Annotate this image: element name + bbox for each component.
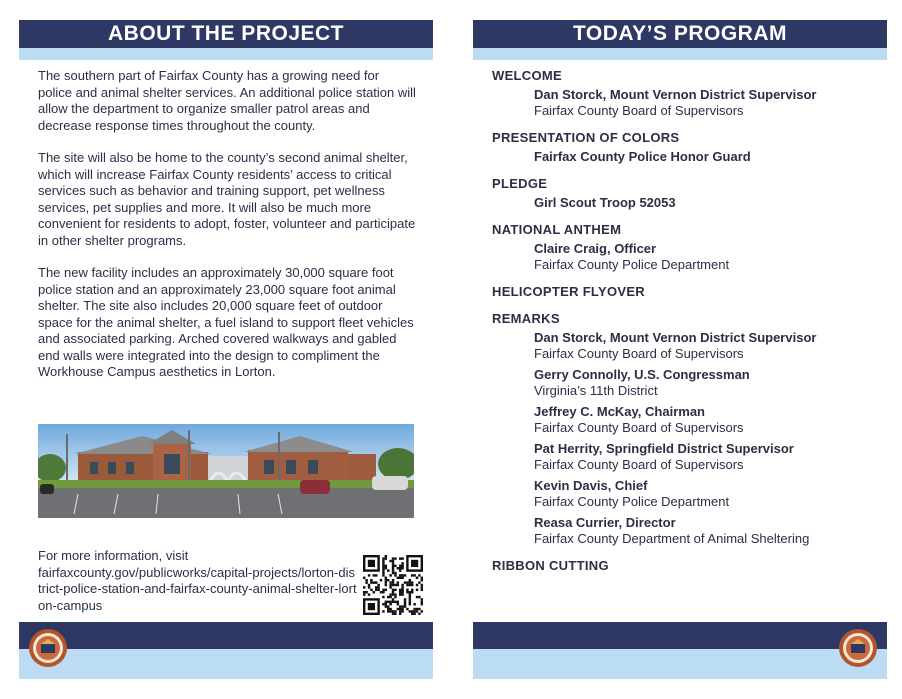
footer-light-band <box>473 649 887 679</box>
program-section-title: PLEDGE <box>492 176 548 191</box>
program-section-title: RIBBON CUTTING <box>492 558 609 573</box>
county-seal-icon <box>838 628 878 668</box>
program-entry <box>534 241 882 273</box>
footer-dark-band <box>473 622 887 649</box>
program-section-title: NATIONAL ANTHEM <box>492 222 622 237</box>
program-section <box>492 310 882 547</box>
program-section <box>492 175 882 211</box>
speaker-organization: Fairfax County Police Department <box>534 494 730 509</box>
footer-light-band <box>19 649 433 679</box>
program-section-title: REMARKS <box>492 311 560 326</box>
more-info-link[interactable]: fairfaxcounty.gov/publicworks/capital-projects/lorton-district-police-station-and-fairfax-county-animal-shelter-lorton-campus <box>38 564 357 613</box>
speaker-name: Fairfax County Police Honor Guard <box>534 149 751 164</box>
program-section <box>492 129 882 165</box>
qr-code[interactable] <box>363 555 423 615</box>
facility-photo-illustration <box>38 424 414 518</box>
county-seal-icon <box>28 628 68 668</box>
program-entry <box>534 367 882 399</box>
program-entry <box>534 149 882 165</box>
program-entry <box>534 441 882 473</box>
program-entry <box>534 478 882 510</box>
speaker-name: Dan Storck, Mount Vernon District Supervisor <box>534 87 817 102</box>
speaker-name: Gerry Connolly, U.S. Congressman <box>534 367 750 382</box>
program-section-title: HELICOPTER FLYOVER <box>492 284 645 299</box>
speaker-name: Reasa Currier, Director <box>534 515 676 530</box>
about-text <box>38 68 416 397</box>
speaker-organization: Fairfax County Board of Supervisors <box>534 103 744 118</box>
speaker-organization: Fairfax County Police Department <box>534 257 730 272</box>
program-entry <box>534 404 882 436</box>
speaker-organization: Fairfax County Board of Supervisors <box>534 457 744 472</box>
program-entry <box>534 330 882 362</box>
about-project-panel <box>19 20 433 679</box>
speaker-name: Pat Herrity, Springfield District Supervisor <box>534 441 794 456</box>
speaker-organization: Fairfax County Department of Animal Sheltering <box>534 531 810 546</box>
more-info <box>38 548 358 614</box>
speaker-name: Dan Storck, Mount Vernon District Supervisor <box>534 330 817 345</box>
facility-photo <box>38 424 414 518</box>
program-section <box>492 67 882 119</box>
program-list <box>492 67 882 584</box>
speaker-organization: Fairfax County Board of Supervisors <box>534 420 744 435</box>
program-section <box>492 221 882 273</box>
about-paragraph-1: The southern part of Fairfax County has a growing need for police and animal shelter services. An additional police station will allow the department to organize smaller patrol areas and decrease response times throughout the county. <box>38 68 416 133</box>
about-project-header: ABOUT THE PROJECT <box>19 20 433 48</box>
program-section <box>492 283 882 300</box>
speaker-organization: Virginia’s 11th District <box>534 383 658 398</box>
todays-program-panel <box>473 20 887 679</box>
program-entry <box>534 515 882 547</box>
program-section-title: WELCOME <box>492 68 562 83</box>
program-entry <box>534 195 882 211</box>
speaker-name: Kevin Davis, Chief <box>534 478 648 493</box>
about-paragraph-2: The site will also be home to the county’s second animal shelter, which will increase Fairfax County residents’ access to critical services such as behavior and training support, pet wellness services, pet supplies and more. It will also be much more convenient for residents to adopt, foster, volunteer and participate in other shelter programs. <box>38 150 416 248</box>
speaker-name: Claire Craig, Officer <box>534 241 657 256</box>
program-section <box>492 557 882 574</box>
program-entry <box>534 87 882 119</box>
more-info-label: For more information, visit <box>38 548 189 563</box>
about-paragraph-3: The new facility includes an approximately 30,000 square foot police station and an approximately 23,000 square foot animal shelter. The site also includes 20,000 square feet of outdoor space for the animal shelter, a fuel island to support fleet vehicles and associated parking. Arched covered walkways and gabled end walls were integrated into the design to compliment the Workhouse Campus aesthetics in Lorton. <box>38 265 414 379</box>
todays-program-header: TODAY’S PROGRAM <box>473 20 887 48</box>
qr-code-image <box>363 555 423 615</box>
speaker-name: Girl Scout Troop 52053 <box>534 195 676 210</box>
footer-dark-band <box>19 622 433 649</box>
speaker-organization: Fairfax County Board of Supervisors <box>534 346 744 361</box>
header-band <box>19 48 433 60</box>
speaker-name: Jeffrey C. McKay, Chairman <box>534 404 705 419</box>
header-band <box>473 48 887 60</box>
program-section-title: PRESENTATION OF COLORS <box>492 130 680 145</box>
